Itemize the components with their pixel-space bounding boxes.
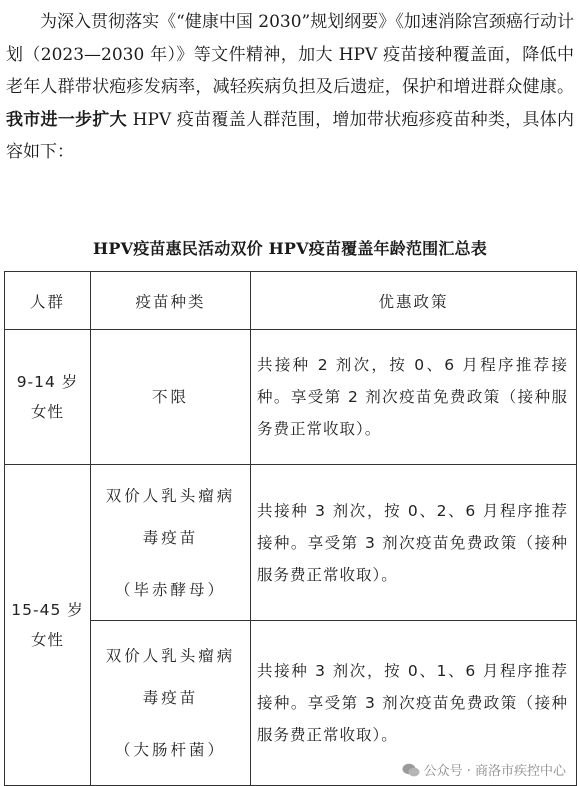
vaccine-cell [91, 465, 251, 621]
policy-cell: 共接种 2 剂次，按 0、6 月程序推荐接种。享受第 2 剂次疫苗免费政策（接种服务费正常收取）。 [251, 330, 577, 465]
watermark [402, 760, 566, 779]
group-label: 9-14 岁女性 [16, 373, 79, 421]
intro-text-rest: HPV 疫苗覆盖人群范围，增加带状疱疹疫苗种类，具体内容如下： [6, 109, 574, 163]
vaccine-cell [91, 621, 251, 786]
header-vaccine-type: 疫苗种类 [91, 272, 251, 330]
intro-paragraph [6, 6, 574, 169]
table-row [5, 465, 577, 621]
policy-cell: 共接种 3 剂次，按 0、1、6 月程序推荐接种。享受第 3 剂次疫苗免费政策（接种服务费正常收取）。 [251, 621, 577, 786]
vaccine-maker: （大肠杆菌） [114, 741, 226, 759]
table-row [5, 330, 577, 465]
table-title: HPV疫苗惠民活动双价 HPV疫苗覆盖年龄范围汇总表 [93, 239, 487, 258]
table-header-row [5, 272, 577, 330]
intro-text: 为深入贯彻落实《“健康中国 2030”规划纲要》《加速消除宫颈癌行动计划（2023—2030 年）》等文件精神，加大 HPV 疫苗接种覆盖面，降低中老年人群带状疱疹发病率，减轻疾病负担及后遗症，保护和增进群众健康。 [6, 12, 574, 98]
watermark-text: 公众号 · 商洛市疾控中心 [423, 764, 566, 779]
vaccine-name: 双价人乳头瘤病毒疫苗 [105, 486, 236, 547]
vaccine-name: 不限 [151, 388, 189, 406]
policy-cell: 共接种 3 剂次，按 0、2、6 月程序推荐接种。享受第 3 剂次疫苗免费政策（接种服务费正常收取）。 [251, 465, 577, 621]
group-cell [5, 330, 91, 465]
intro-bold-text: 我市进一步扩大 [6, 109, 127, 130]
group-cell [5, 465, 91, 786]
hpv-coverage-table [4, 271, 577, 786]
vaccine-maker: （毕赤酵母） [114, 580, 226, 599]
wechat-icon [402, 763, 420, 777]
header-policy: 优惠政策 [251, 272, 577, 330]
vaccine-name: 双价人乳头瘤病毒疫苗 [105, 647, 236, 707]
vaccine-cell [91, 330, 251, 465]
header-group: 人群 [5, 272, 91, 330]
group-label: 15-45 岁女性 [11, 601, 84, 649]
